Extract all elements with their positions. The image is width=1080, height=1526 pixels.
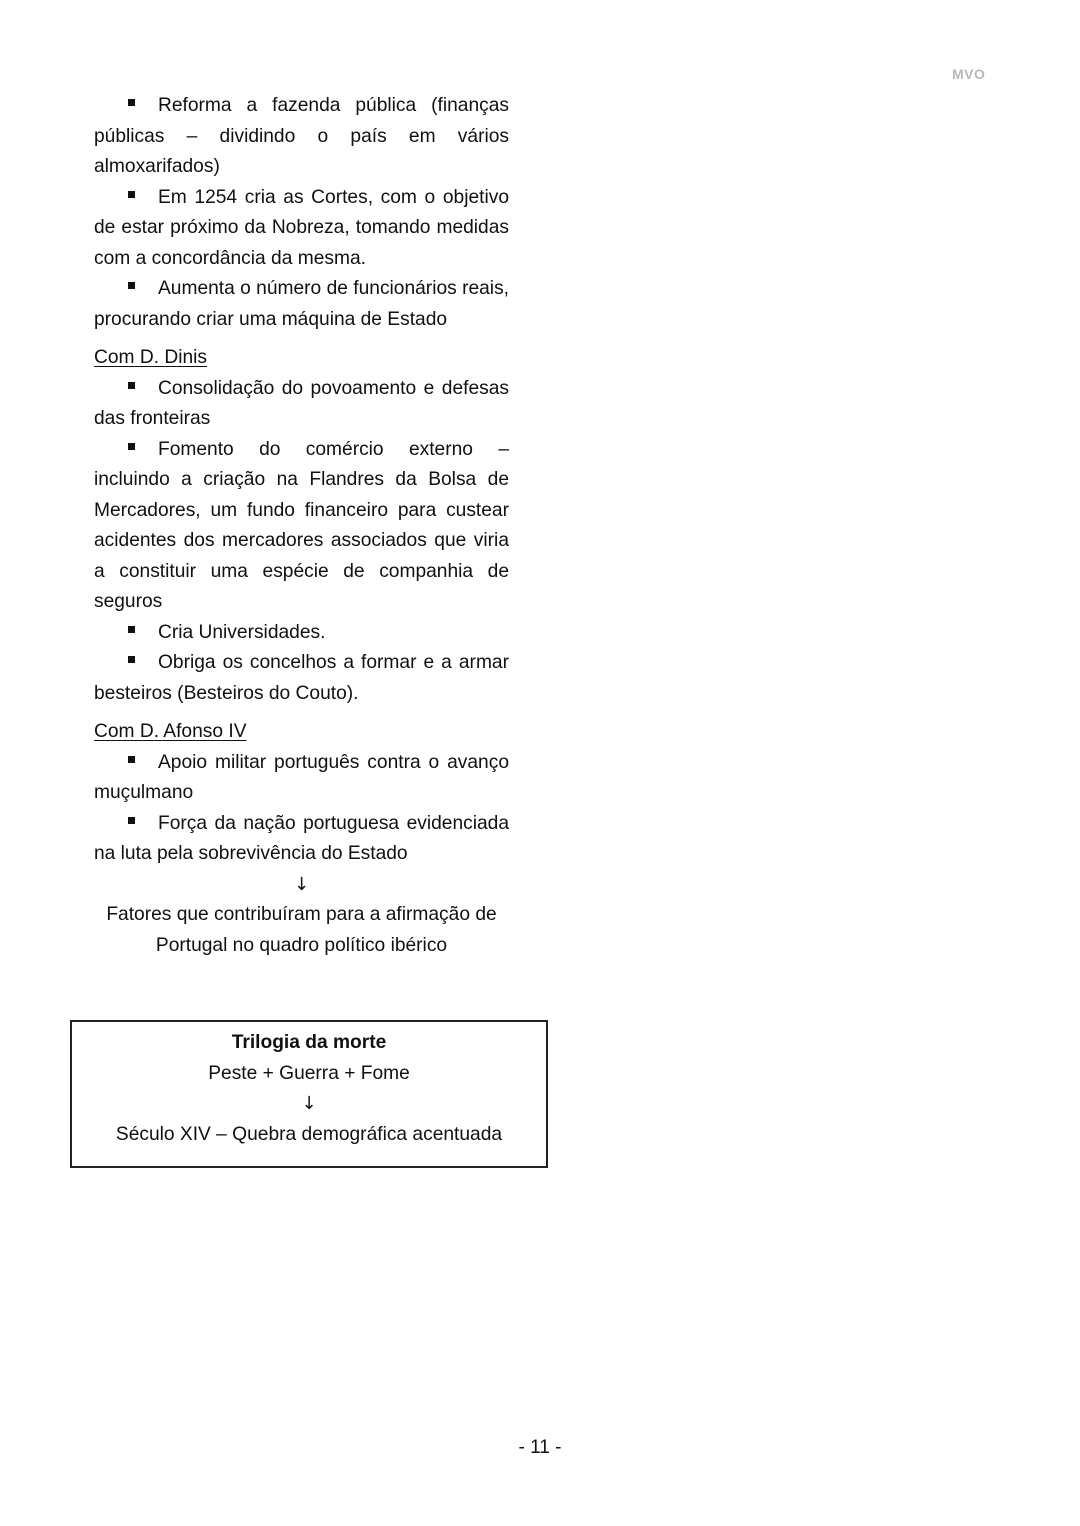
square-bullet-icon [128,191,135,198]
box-title: Trilogia da morte [231,1032,387,1053]
bullet-item [94,435,509,618]
conclusion-line-1: Fatores que contribuíram para a afirmação de [106,904,497,925]
square-bullet-icon [128,817,135,824]
bullet-text: Reforma a fazenda pública (finanças públicas – dividindo o país em vários almoxarifados) [94,95,509,177]
square-bullet-icon [128,756,135,763]
down-arrow-icon: ↓ [301,1093,317,1114]
bullet-item [94,91,509,183]
page-number: - 11 - [518,1437,562,1458]
bullet-text: Aumenta o número de funcionários reais, procurando criar uma máquina de Estado [94,278,509,330]
square-bullet-icon [128,99,135,106]
square-bullet-icon [128,382,135,389]
square-bullet-icon [128,626,135,633]
square-bullet-icon [128,656,135,663]
bullet-text: Obriga os concelhos a formar e a armar besteiros (Besteiros do Couto). [94,652,509,704]
bullet-item [94,274,509,335]
down-arrow-icon: ↓ [293,873,310,895]
box-line-2: Século XIV – Quebra demográfica acentuada [115,1123,503,1145]
bullet-text: Em 1254 cria as Cortes, com o objetivo de estar próximo da Nobreza, tomando medidas com a concordância da mesma. [94,186,509,269]
bullet-item [94,374,509,435]
author-initials: MVO [952,66,986,82]
trilogia-box [70,1020,548,1168]
square-bullet-icon [128,443,135,450]
bullet-item [94,183,509,275]
conclusion-line-2: Portugal no quadro político ibérico [155,934,448,956]
box-line-1: Peste + Guerra + Fome [208,1062,410,1084]
bullet-text: Apoio militar português contra o avanço muçulmano [94,751,509,803]
bullet-text: Força da nação portuguesa evidenciada na luta pela sobrevivência do Estado [94,812,509,864]
bullet-text: Fomento do comércio externo – incluindo a criação na Flandres da Bolsa de Mercadores, um fundo financeiro para custear acidentes dos mercadores associados que viria a constituir uma espécie de companhia de seguros [94,438,509,612]
bullet-item [94,618,509,649]
main-text-column [94,91,509,961]
bullet-item [94,648,509,709]
square-bullet-icon [128,282,135,289]
section-heading-d-afonso-iv: Com D. Afonso IV [94,721,247,742]
bullet-item [94,809,509,870]
section-heading-d-dinis: Com D. Dinis [94,347,208,368]
bullet-item [94,748,509,809]
bullet-text: Cria Universidades. [158,621,326,643]
bullet-text: Consolidação do povoamento e defesas das fronteiras [94,377,509,429]
